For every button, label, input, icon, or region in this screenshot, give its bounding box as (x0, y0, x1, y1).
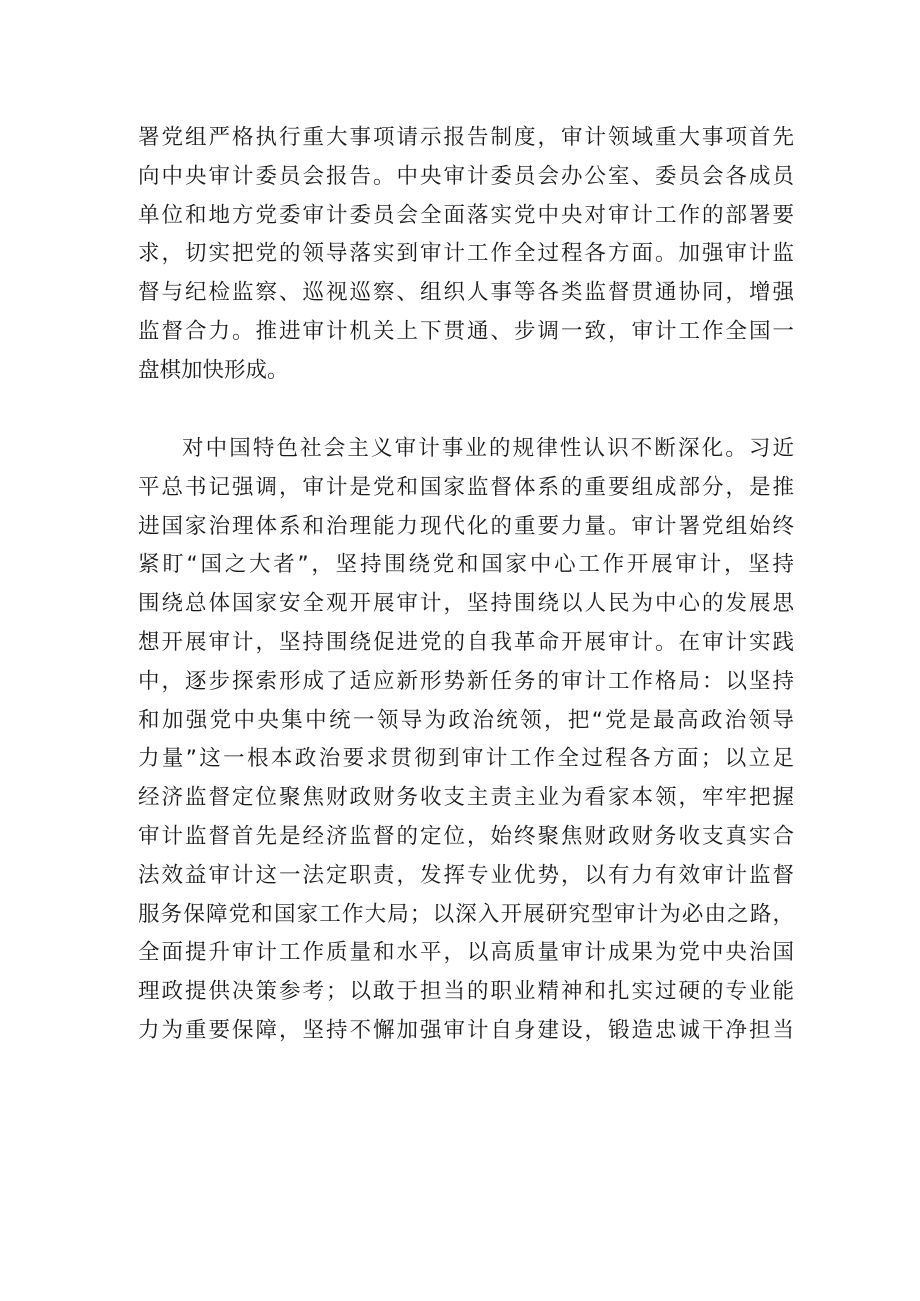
text-line: 理政提供决策参考；以敢于担当的职业精神和扎实过硬的专业能 (138, 979, 794, 1005)
text-line: 力量”这一根本政治要求贯彻到审计工作全过程各方面；以立足 (138, 746, 794, 772)
text-line: 中，逐步探索形成了适应新形势新任务的审计工作格局：以坚持 (138, 668, 794, 694)
text-line: 对中国特色社会主义审计事业的规律性认识不断深化。习近 (182, 436, 794, 461)
text-line: 全面提升审计工作质量和水平，以高质量审计成果为党中央治国 (138, 940, 794, 966)
text-line: 单位和地方党委审计委员会全面落实党中央对审计工作的部署要 (138, 202, 794, 228)
text-line: 向中央审计委员会报告。中央审计委员会办公室、委员会各成员 (138, 163, 794, 189)
text-line: 督与纪检监察、巡视巡察、组织人事等各类监督贯通协同，增强 (138, 280, 794, 306)
text-line: 盘棋加快形成。 (138, 357, 289, 383)
text-line: 求，切实把党的领导落实到审计工作全过程各方面。加强审计监 (138, 241, 794, 267)
text-line: 力为重要保障，坚持不懈加强审计自身建设，锻造忠诚干净担当 (138, 1017, 794, 1043)
paragraph-2 (138, 430, 794, 1051)
text-line: 紧盯“国之大者”，坚持围绕党和国家中心工作开展审计，坚持 (138, 552, 794, 578)
text-line: 经济监督定位聚焦财政财务收支主责主业为看家本领，牢牢把握 (138, 785, 794, 811)
text-line: 法效益审计这一法定职责，发挥专业优势，以有力有效审计监督 (138, 862, 794, 888)
text-line: 监督合力。推进审计机关上下贯通、步调一致，审计工作全国一 (138, 318, 794, 344)
text-line: 进国家治理体系和治理能力现代化的重要力量。审计署党组始终 (138, 513, 794, 539)
text-line: 平总书记强调，审计是党和国家监督体系的重要组成部分，是推 (138, 474, 794, 500)
paragraph-1 (138, 119, 794, 391)
text-line: 围绕总体国家安全观开展审计，坚持围绕以人民为中心的发展思 (138, 591, 794, 617)
text-line: 服务保障党和国家工作大局；以深入开展研究型审计为必由之路， (138, 901, 794, 927)
text-line: 和加强党中央集中统一领导为政治统领，把“党是最高政治领导 (138, 707, 794, 733)
text-line: 署党组严格执行重大事项请示报告制度，审计领域重大事项首先 (138, 125, 794, 150)
text-line: 想开展审计，坚持围绕促进党的自我革命开展审计。在审计实践 (138, 629, 794, 655)
text-line: 审计监督首先是经济监督的定位，始终聚焦财政财务收支真实合 (138, 823, 794, 849)
